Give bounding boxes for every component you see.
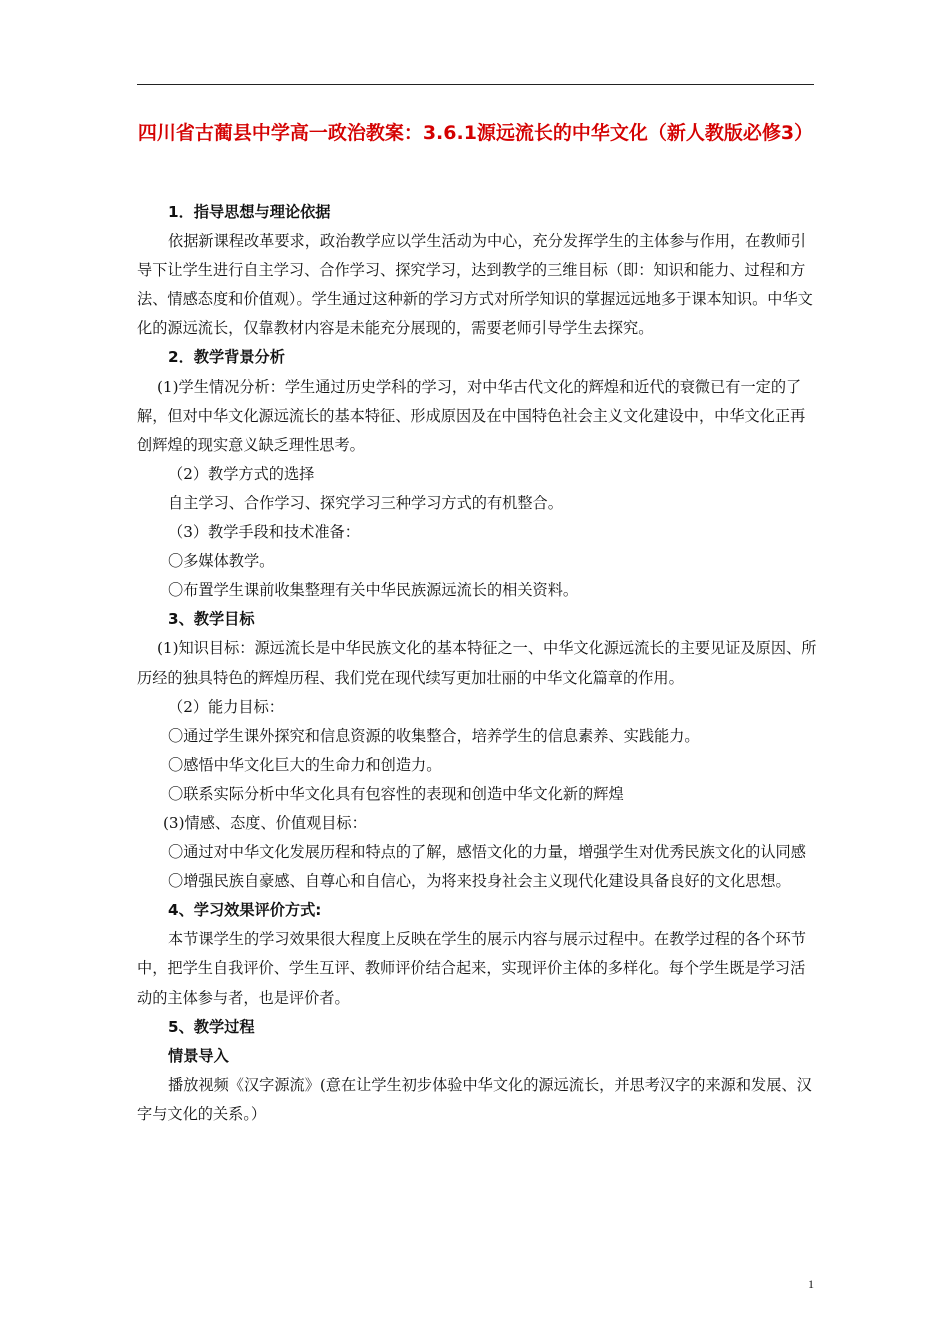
- body-paragraph: （3）教学手段和技术准备：: [168, 523, 360, 542]
- body-paragraph: 依据新课程改革要求，政治教学应以学生活动为中心，充分发挥学生的主体参与作用，在教师引导下让学生进行自主学习、合作学习、探究学习，达到教学的三维目标（即：知识和能力、过程和方法、情感态度和价值观）。学生通过这种新的学习方式对所学知识的掌握远远地多于课本知识。中华文化的源远流长，仅靠教材内容是未能充分展现的，需要老师引导学生去探究。: [137, 232, 813, 338]
- document-title: 四川省古蔺县中学高一政治教案：3.6.1源远流长的中华文化（新人教版必修3）: [137, 122, 814, 144]
- body-paragraph: 自主学习、合作学习、探究学习三种学习方式的有机整合。: [168, 493, 563, 512]
- body-paragraph: 〇增强民族自豪感、自尊心和自信心，为将来投身社会主义现代化建设具备良好的文化思想。: [168, 872, 791, 891]
- section-heading: 4、学习效果评价方式:: [168, 901, 322, 920]
- document-body: [137, 198, 817, 1129]
- body-paragraph: 〇多媒体教学。: [168, 552, 275, 571]
- body-paragraph: 〇感悟中华文化巨大的生命力和创造力。: [168, 755, 442, 774]
- body-paragraph: （2）教学方式的选择: [168, 464, 315, 483]
- section-heading: 2．教学背景分析: [168, 348, 285, 367]
- body-paragraph: 〇通过学生课外探究和信息资源的收集整合，培养学生的信息素养、实践能力。: [168, 726, 700, 745]
- section-heading: 1．指导思想与理论依据: [168, 203, 331, 221]
- body-paragraph: 〇布置学生课前收集整理有关中华民族源远流长的相关资料。: [168, 581, 579, 600]
- body-paragraph: （2）能力目标：: [168, 697, 284, 716]
- section-heading: 5、教学过程: [168, 1017, 255, 1036]
- body-paragraph: 〇通过对中华文化发展历程和特点的了解，感悟文化的力量，增强学生对优秀民族文化的认同感: [168, 843, 806, 862]
- body-paragraph: (1)学生情况分析：学生通过历史学科的学习，对中华古代文化的辉煌和近代的衰微已有一定的了解，但对中华文化源远流长的基本特征、形成原因及在中国特色社会主义文化建设中，中华文化正再创辉煌的现实意义缺乏理性思考。: [137, 377, 806, 454]
- page-number: 1: [808, 1277, 814, 1291]
- body-paragraph: (1)知识目标：源远流长是中华民族文化的基本特征之一、中华文化源远流长的主要见证及原因、所历经的独具特色的辉煌历程、我们党在现代续写更加壮丽的中华文化篇章的作用。: [137, 639, 817, 687]
- header-rule: [137, 84, 814, 85]
- body-paragraph: 播放视频《汉字源流》(意在让学生初步体验中华文化的源远流长，并思考汉字的来源和发展、汉字与文化的关系。）: [137, 1075, 812, 1123]
- section-heading: 3、教学目标: [168, 610, 255, 629]
- body-paragraph: 本节课学生的学习效果很大程度上反映在学生的展示内容与展示过程中。在教学过程的各个环节中，把学生自我评价、学生互评、教师评价结合起来，实现评价主体的多样化。每个学生既是学习活动的主体参与者，也是评价者。: [137, 930, 806, 1007]
- body-paragraph: 〇联系实际分析中华文化具有包容性的表现和创造中华文化新的辉煌: [168, 784, 624, 803]
- section-heading: 情景导入: [168, 1046, 229, 1065]
- body-paragraph: (3)情感、态度、价值观目标：: [163, 813, 367, 832]
